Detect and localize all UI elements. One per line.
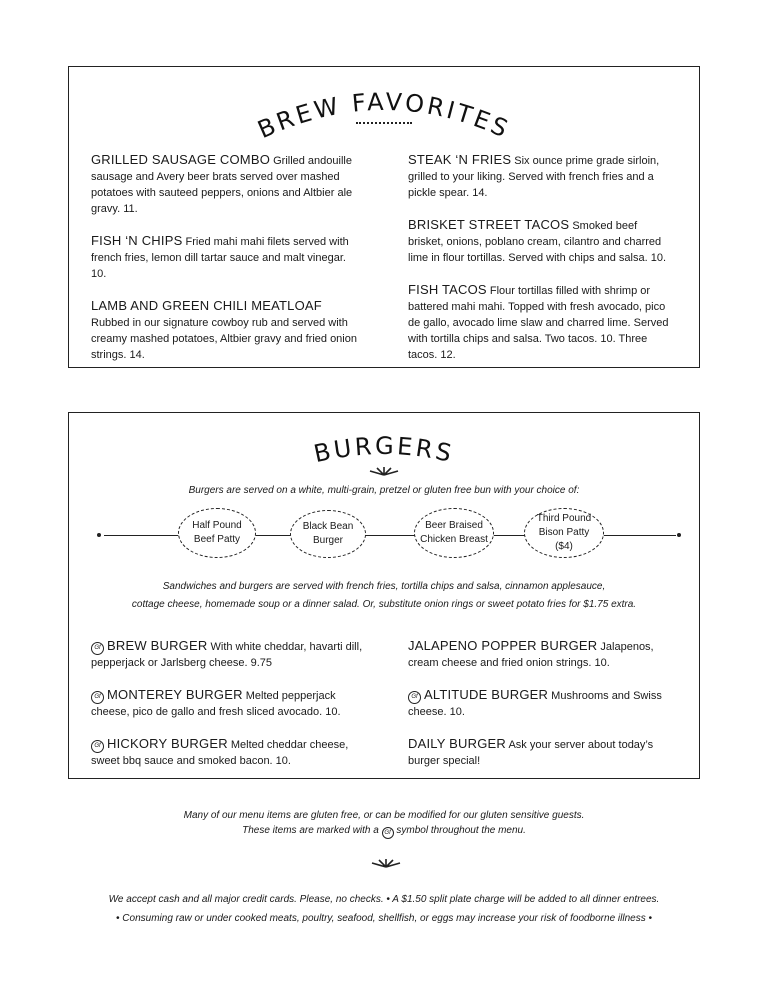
patty-option: Beer Braised Chicken Breast	[414, 508, 494, 558]
dotted-ornament	[356, 122, 412, 128]
item-description: Six ounce prime grade sirloin, grilled to your liking. Served with french fries and a pickle spear. 14.	[408, 155, 660, 199]
item-description: Flour tortillas filled with shrimp or battered mahi mahi. Topped with fresh avocado, pico de gallo, avocado lime slaw and charred lime. Served with tortilla chips and salsa. Two tacos. 10. Three tacos. 12.	[408, 285, 669, 361]
patty-option: Third Pound Bison Patty ($4)	[524, 508, 604, 558]
line-dot	[677, 533, 681, 537]
item-name: STEAK ‘N FRIES	[408, 152, 512, 167]
gluten-free-icon: Gf	[91, 691, 104, 704]
svg-text:BURGERS: BURGERS	[311, 431, 457, 469]
gluten-free-icon: Gf	[408, 691, 421, 704]
item-description: Ask your server about today’s burger special!	[408, 739, 654, 767]
item-name: LAMB AND GREEN CHILI MEATLOAF	[91, 298, 322, 313]
menu-item	[408, 152, 670, 201]
menu-item	[408, 687, 678, 720]
sprig-ornament	[364, 856, 408, 868]
item-name: GRILLED SAUSAGE COMBO	[91, 152, 271, 167]
menu-item	[408, 736, 678, 769]
menu-item	[408, 217, 670, 266]
food-safety-warning: • Consuming raw or under cooked meats, poultry, seafood, shellfish, or eggs may increase your risk of foodborne illness •	[116, 913, 652, 924]
payment-note: We accept cash and all major credit cards. Please, no checks. • A $1.50 split plate charge will be added to all dinner entrees.	[108, 894, 660, 905]
item-description: With white cheddar, havarti dill, pepperjack or Jarlsberg cheese. 9.75	[91, 641, 363, 669]
gluten-free-icon: Gf	[382, 827, 394, 839]
item-description: Jalapenos, cream cheese and fried onion strings. 10.	[408, 641, 654, 669]
sides-note: Sandwiches and burgers are served with french fries, tortilla chips and salsa, cinnamon applesauce, cottage cheese, homemade soup or a dinner salad. Or, substitute onion rings or sweet potato fries for $1.75 extra.	[131, 581, 637, 610]
patty-option: Black Bean Burger	[290, 510, 366, 558]
item-description: Rubbed in our signature cowboy rub and served with creamy mashed potatoes, Altbier gravy and fried onion strings. 14.	[91, 317, 357, 361]
menu-item	[91, 233, 361, 282]
menu-item	[91, 736, 371, 769]
item-name: DAILY BURGER	[408, 736, 507, 751]
item-description: Grilled andouille sausage and Avery beer brats served over mashed potatoes with sauteed peppers, onions and Altbier ale gravy. 11.	[91, 155, 353, 215]
item-description: Melted cheddar cheese, sweet bbq sauce and smoked bacon. 10.	[91, 739, 349, 767]
svg-text:BREW FAVORITES: BREW FAVORITES	[253, 87, 515, 145]
item-name: BREW BURGER	[107, 638, 208, 653]
brew-left-column	[91, 152, 361, 379]
item-name: MONTEREY BURGER	[107, 687, 243, 702]
gluten-free-icon: Gf	[91, 740, 104, 753]
gluten-free-icon: Gf	[91, 642, 104, 655]
patty-option: Half Pound Beef Patty	[178, 508, 256, 558]
menu-item	[91, 298, 361, 363]
burger-intro: Burgers are served on a white, multi-grain, pretzel or gluten free bun with your choice of:	[188, 485, 580, 496]
item-name: BRISKET STREET TACOS	[408, 217, 570, 232]
item-name: FISH ‘N CHIPS	[91, 233, 183, 248]
line-dot	[97, 533, 101, 537]
menu-item	[408, 638, 678, 671]
item-name: FISH TACOS	[408, 282, 487, 297]
item-name: ALTITUDE BURGER	[424, 687, 549, 702]
item-description: Melted pepperjack cheese, pico de gallo and fresh sliced avocado. 10.	[91, 690, 341, 718]
menu-item	[91, 687, 371, 720]
brew-right-column	[408, 152, 670, 379]
item-description: Mushrooms and Swiss cheese. 10.	[408, 690, 662, 718]
menu-item	[91, 638, 371, 671]
item-name: HICKORY BURGER	[107, 736, 228, 751]
menu-item	[408, 282, 670, 363]
item-name: JALAPENO POPPER BURGER	[408, 638, 598, 653]
burger-left-column	[91, 638, 371, 785]
gluten-free-note: Many of our menu items are gluten free, or can be modified for our gluten sensitive guests. These items are marked with a Gf symbol throughout the menu.	[0, 808, 768, 839]
brew-favorites-title	[234, 80, 534, 150]
item-description: Fried mahi mahi filets served with french fries, lemon dill tartar sauce and malt vinegar. 10.	[91, 236, 349, 280]
sprig-ornament	[362, 464, 406, 476]
menu-item	[91, 152, 361, 217]
burger-right-column	[408, 638, 678, 785]
item-description: Smoked beef brisket, onions, poblano cream, cilantro and charred lime in flour tortillas. Served with chips and salsa. 10.	[408, 220, 667, 264]
